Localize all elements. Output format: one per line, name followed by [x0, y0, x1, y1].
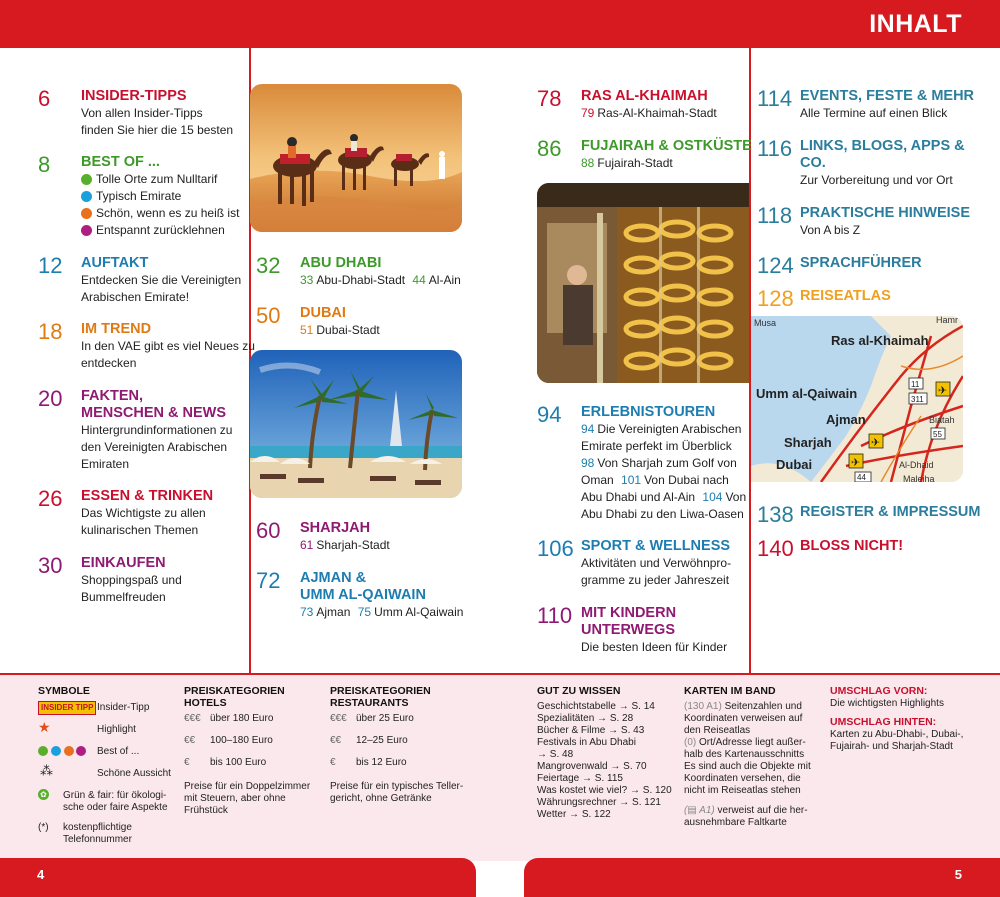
toc-entry-abu-dhabi[interactable] [256, 253, 476, 293]
toc-entry-essen-trinken[interactable] [38, 486, 258, 536]
legend-heading: GUT ZU WISSEN [537, 685, 621, 697]
toc-description: Von A bis Z [800, 223, 861, 237]
toc-page-number: 116 [757, 136, 793, 161]
star-icon: ★ [38, 719, 51, 735]
toc-description: Aktivitäten und Verwöhnpro- gramme zu jeder Jahreszeit [581, 556, 732, 587]
toc-title: SPORT & WELLNESS [581, 538, 731, 554]
best-of-item: Entspannt zurücklehnen [81, 222, 239, 239]
toc-title: EINKAUFEN [81, 555, 166, 571]
toc-page-number: 94 [537, 402, 562, 427]
phone-cost-symbol: (*) [38, 822, 49, 833]
toc-page-number: 78 [537, 86, 562, 111]
toc-title: AUFTAKT [81, 255, 149, 271]
legend-heading: PREISKATEGORIEN HOTELS [184, 685, 285, 709]
toc-subentries: 61 Sharjah-Stadt [300, 538, 390, 552]
page-number-left: 4 [37, 867, 45, 882]
bottom-bar-right [524, 858, 1000, 897]
toc-description: Shoppingspaß und Bummelfreuden [81, 573, 182, 604]
toc-entry-dubai[interactable] [256, 303, 476, 343]
toc-description: In den VAE gibt es viel Neues zu entdecken [81, 339, 255, 370]
toc-entry-auftakt[interactable] [38, 253, 258, 303]
toc-description: Die besten Ideen für Kinder [581, 640, 728, 654]
toc-title: BLOSS NICHT! [800, 538, 904, 554]
toc-entry-einkaufen[interactable] [38, 553, 258, 603]
header-bar [0, 0, 1000, 48]
toc-title: EVENTS, FESTE & MEHR [800, 88, 975, 104]
toc-title: LINKS, BLOGS, APPS & CO. [800, 138, 965, 171]
map-label-musa: Musa [754, 318, 777, 328]
map-label-dubai: Dubai [776, 457, 813, 472]
toc-page-number: 124 [757, 253, 794, 278]
toc-page-number: 60 [256, 518, 281, 543]
legend-gut-zu-wissen [537, 685, 677, 821]
photo-gold-souk [537, 183, 749, 383]
toc-entry-register[interactable] [757, 502, 997, 528]
toc-entry-erlebnistouren[interactable] [537, 402, 752, 522]
toc-page-number: 6 [38, 86, 51, 111]
legend-row: (*) kostenpflichtige Telefonnummer [38, 822, 132, 845]
toc-entry-ras-al-khaimah[interactable] [537, 86, 747, 126]
toc-entry-mit-kindern[interactable] [537, 603, 752, 658]
green-dot-icon [81, 174, 92, 185]
best-of-list [81, 171, 239, 239]
toc-page-number: 20 [38, 386, 63, 411]
photo-desert-camels [250, 84, 462, 232]
legend-restaurant-prices: PREISKATEGORIEN RESTAURANTS €€€ über 25 Euro €€ 12–25 Euro € bis 12 Euro Preise für ein typisches Teller- gericht, ohne Getränke [330, 685, 480, 805]
toc-entry-events[interactable] [757, 86, 997, 126]
svg-text:55: 55 [933, 430, 942, 439]
toc-description: Alle Termine auf einen Blick [800, 106, 948, 120]
toc-title: BEST OF ... [81, 154, 160, 170]
toc-entry-praktische-hinweise[interactable] [757, 203, 997, 243]
map-label-hamr: Hamr [936, 316, 958, 325]
legend-row: INSIDER TIPP Insider-Tipp [38, 701, 178, 723]
svg-text:11: 11 [911, 380, 920, 389]
toc-page-number: 140 [757, 536, 794, 561]
insider-tipp-badge-icon: INSIDER TIPP [38, 701, 96, 715]
toc-page-number: 26 [38, 486, 63, 511]
legend-heading: PREISKATEGORIEN RESTAURANTS [330, 685, 431, 709]
toc-page-number: 110 [537, 603, 573, 628]
purple-dot-icon [81, 225, 92, 236]
toc-page-number: 32 [256, 253, 281, 278]
map-label-biatah: Biatah [929, 415, 955, 425]
toc-subentries: 94 Die Vereinigten Arabischen Emirate perfekt im Überblick 98 Von Sharjah zum Golf von Oman 101 Von Dubai nach Abu Dhabi und Al-Ain 104 Von Abu Dhabi zu den Liwa-Oasen [581, 422, 747, 521]
toc-title: REGISTER & IMPRESSUM [800, 504, 981, 520]
map-label-al-dhaid: Al-Dhaid [899, 460, 934, 470]
toc-description: Entdecken Sie die Vereinigten Arabischen Emirate! [81, 273, 242, 304]
toc-page-number: 114 [757, 86, 793, 111]
toc-description: Das Wichtigste zu allen kulinarischen Themen [81, 506, 206, 537]
toc-title: REISEATLAS [800, 288, 891, 304]
best-of-item: Tolle Orte zum Nulltarif [81, 171, 239, 188]
map-label-sharjah: Sharjah [784, 435, 832, 450]
toc-description: Zur Vorbereitung und vor Ort [800, 173, 953, 187]
toc-entry-fakten[interactable] [38, 386, 258, 476]
photo-dubai-beach [250, 350, 462, 498]
svg-text:✈: ✈ [938, 384, 948, 397]
best-of-dots-icon [38, 746, 86, 760]
toc-entry-im-trend[interactable] [38, 319, 258, 369]
toc-page-number: 50 [256, 303, 281, 328]
legend-row: Best of ... [38, 745, 178, 767]
legend-heading: KARTEN IM BAND [684, 685, 776, 697]
toc-page-number: 118 [757, 203, 793, 228]
toc-page-number: 138 [757, 502, 794, 527]
viewpoint-icon: ⁂ [40, 763, 53, 778]
toc-entry-sprachfuehrer[interactable] [757, 253, 997, 279]
page-title: INHALT [869, 10, 962, 38]
toc-entry-bloss-nicht[interactable] [757, 536, 997, 562]
legend-row: ⁂ Schöne Aussicht [40, 763, 171, 779]
toc-title: AJMAN & UMM AL-QAIWAIN [300, 570, 426, 603]
toc-entry-fujairah[interactable] [537, 136, 752, 176]
toc-subentries: 88 Fujairah-Stadt [581, 156, 673, 170]
toc-title: DUBAI [300, 305, 346, 321]
toc-title: ERLEBNISTOUREN [581, 404, 716, 420]
toc-title: IM TREND [81, 321, 152, 337]
svg-text:✈: ✈ [871, 436, 881, 449]
svg-text:311: 311 [911, 395, 924, 404]
toc-entry-reiseatlas[interactable] [757, 286, 997, 312]
toc-title: SHARJAH [300, 520, 371, 536]
toc-page-number: 72 [256, 568, 281, 593]
toc-title: RAS AL-KHAIMAH [581, 88, 708, 104]
toc-title: PRAKTISCHE HINWEISE [800, 205, 970, 221]
map-label-umm-al-qaiwain: Umm al-Qaiwain [756, 386, 858, 401]
legend-note: Preise für ein Doppelzimmer mit Steuern, aber ohne Frühstück [184, 781, 311, 816]
toc-page-number: 12 [38, 253, 63, 278]
toc-entry-sport-wellness[interactable] [537, 536, 752, 591]
toc-title: FAKTEN, MENSCHEN & NEWS [81, 388, 227, 421]
blue-dot-icon [81, 191, 92, 202]
legend-hotel-prices: PREISKATEGORIEN HOTELS €€€ über 180 Euro €€ 100–180 Euro € bis 100 Euro Preise für ein Doppelzimmer mit Steuern, aber ohne Frühstück [184, 685, 324, 817]
toc-page-number: 106 [537, 536, 574, 561]
toc-entry-ajman[interactable] [256, 568, 486, 628]
reiseatlas-map [751, 316, 963, 482]
legend-umschlag: UMSCHLAG VORN: Die wichtigsten Highlights UMSCHLAG HINTEN: Karten zu Abu-Dhabi-, Dubai-, Fujairah- und Sharjah-Stadt [830, 685, 964, 752]
orange-dot-icon [81, 208, 92, 219]
toc-page-number: 128 [757, 286, 794, 311]
toc-subentries: 33 Abu-Dhabi-Stadt 44 Al-Ain [300, 273, 461, 287]
toc-subentries: 51 Dubai-Stadt [300, 323, 380, 337]
toc-title: FUJAIRAH & OSTKÜSTE [581, 138, 752, 154]
legend-symbols [38, 685, 178, 849]
toc-title: ESSEN & TRINKEN [81, 488, 214, 504]
toc-title: MIT KINDERN UNTERWEGS [581, 605, 677, 638]
toc-description: Hintergrundinformationen zu den Vereinigten Arabischen Emiraten [81, 423, 233, 471]
toc-page-number: 30 [38, 553, 63, 578]
toc-entry-insider-tipps[interactable] [38, 86, 258, 136]
legend-footer [0, 673, 1000, 861]
best-of-item: Schön, wenn es zu heiß ist [81, 205, 239, 222]
svg-text:✈: ✈ [851, 456, 861, 469]
toc-entry-sharjah[interactable] [256, 518, 476, 558]
toc-page-number: 86 [537, 136, 562, 161]
legend-row: ★ Highlight [38, 719, 136, 735]
toc-subentries: 73 Ajman 75 Umm Al-Qaiwain [300, 605, 464, 619]
map-label-ras-al-khaimah: Ras al-Khaimah [831, 333, 929, 348]
map-label-ajman: Ajman [826, 412, 866, 427]
gut-zu-wissen-list: Geschichtstabelle → S. 14 Spezialitäten → S. 28 Bücher & Filme → S. 43 Festivals in Abu Dhabi → S. 48 Mangrovenwald → S. 70 Feiertage → S. 115 Was kostet wie viel? → S. 120 Währungsrechner → S. 121 Wetter → S. 122 [537, 701, 672, 820]
toc-entry-links-blogs[interactable] [757, 136, 997, 191]
legend-row: ✿ Grün & fair: für ökologi- sche oder faire Aspekte [38, 789, 178, 821]
toc-subentries: 79 Ras-Al-Khaimah-Stadt [581, 106, 717, 120]
best-of-item: Typisch Emirate [81, 188, 239, 205]
toc-title: ABU DHABI [300, 255, 382, 271]
toc-title: INSIDER-TIPPS [81, 88, 187, 104]
map-label-maleiha: Maleiha [903, 474, 935, 482]
bottom-bar-left [0, 858, 476, 897]
toc-title: SPRACHFÜHRER [800, 255, 922, 271]
svg-text:44: 44 [857, 473, 866, 482]
toc-page-number: 8 [38, 152, 51, 177]
green-fair-icon: ✿ [38, 789, 49, 800]
toc-description: Von allen Insider-Tipps finden Sie hier die 15 besten [81, 106, 234, 137]
legend-heading: SYMBOLE [38, 685, 90, 697]
legend-karten: KARTEN IM BAND (130 A1) Seitenzahlen und Koordinaten verweisen auf den Reiseatlas (0) Ort/Adresse liegt außer- halb des Kartenausschnitts Es sind auch die Objekte mit Koordinaten versehen, die nicht im Reiseatlas stehen (▤ A1) verweist auf die her- ausnehmbare Faltkarte [684, 685, 824, 829]
toc-entry-best-of[interactable] [38, 152, 258, 242]
toc-page-number: 18 [38, 319, 63, 344]
page-number-right: 5 [954, 867, 962, 882]
legend-note: Preise für ein typisches Teller- gericht, ohne Getränke [330, 781, 464, 804]
